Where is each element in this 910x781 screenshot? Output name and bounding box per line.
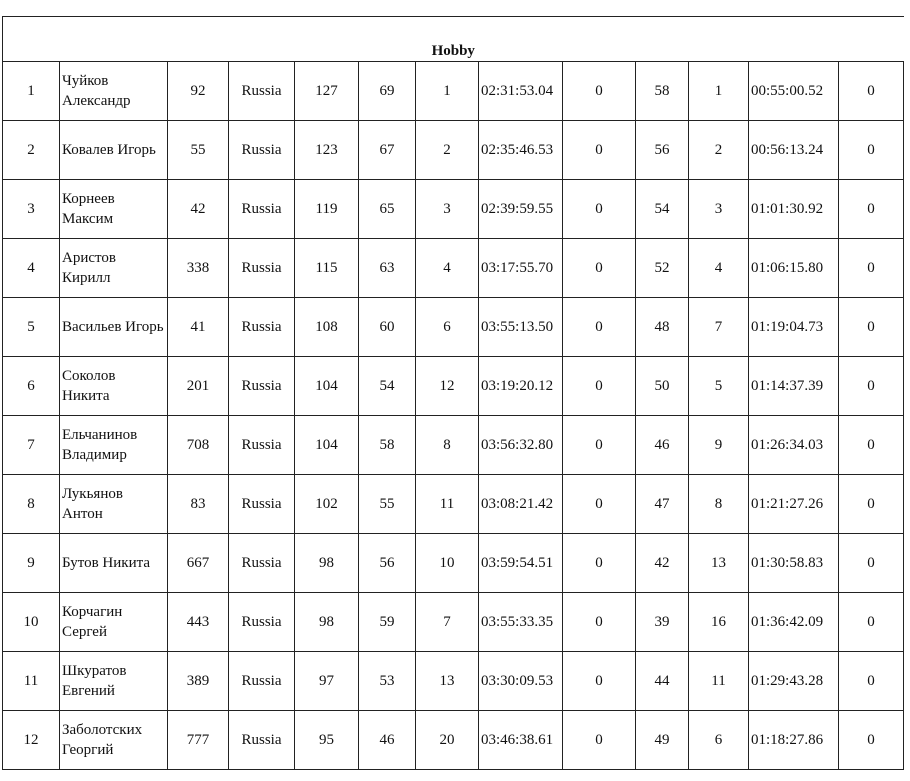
stage1-place-cell: 1 <box>416 62 479 121</box>
bib-cell: 338 <box>168 239 229 298</box>
laps-cell: 53 <box>359 652 416 711</box>
stage2-place-cell: 1 <box>689 62 749 121</box>
country-cell: Russia <box>229 357 295 416</box>
stage2-laps-cell: 47 <box>636 475 689 534</box>
stage2-laps-cell: 39 <box>636 593 689 652</box>
bib-cell: 42 <box>168 180 229 239</box>
table-row <box>3 298 904 357</box>
stage1-place-cell: 13 <box>416 652 479 711</box>
country-cell: Russia <box>229 475 295 534</box>
bib-cell: 55 <box>168 121 229 180</box>
stage2-place-cell: 13 <box>689 534 749 593</box>
stage2-time-cell: 01:18:27.86 <box>749 711 839 770</box>
stage1-time-cell: 03:55:33.35 <box>479 593 563 652</box>
name-cell: Аристов Кирилл <box>60 239 168 298</box>
stage1-place-cell: 6 <box>416 298 479 357</box>
stage1-penalty-cell: 0 <box>563 534 636 593</box>
stage2-place-cell: 16 <box>689 593 749 652</box>
country-cell: Russia <box>229 121 295 180</box>
stage2-time-cell: 01:01:30.92 <box>749 180 839 239</box>
stage2-penalty-cell: 0 <box>839 416 904 475</box>
place-cell: 2 <box>3 121 60 180</box>
stage2-place-cell: 6 <box>689 711 749 770</box>
points-cell: 98 <box>295 534 359 593</box>
stage1-place-cell: 11 <box>416 475 479 534</box>
stage1-time-cell: 03:56:32.80 <box>479 416 563 475</box>
laps-cell: 59 <box>359 593 416 652</box>
stage1-time-cell: 02:31:53.04 <box>479 62 563 121</box>
stage1-time-cell: 03:19:20.12 <box>479 357 563 416</box>
name-cell: Бутов Никита <box>60 534 168 593</box>
stage1-time-cell: 03:30:09.53 <box>479 652 563 711</box>
stage1-penalty-cell: 0 <box>563 62 636 121</box>
bib-cell: 443 <box>168 593 229 652</box>
stage2-time-cell: 01:29:43.28 <box>749 652 839 711</box>
stage2-time-cell: 01:14:37.39 <box>749 357 839 416</box>
laps-cell: 46 <box>359 711 416 770</box>
table-row <box>3 711 904 770</box>
stage1-penalty-cell: 0 <box>563 475 636 534</box>
table-row <box>3 62 904 121</box>
stage1-penalty-cell: 0 <box>563 593 636 652</box>
stage1-place-cell: 3 <box>416 180 479 239</box>
bib-cell: 777 <box>168 711 229 770</box>
place-cell: 12 <box>3 711 60 770</box>
stage2-penalty-cell: 0 <box>839 593 904 652</box>
stage2-place-cell: 3 <box>689 180 749 239</box>
stage1-penalty-cell: 0 <box>563 711 636 770</box>
table-row <box>3 357 904 416</box>
points-cell: 123 <box>295 121 359 180</box>
name-cell: Корчагин Сергей <box>60 593 168 652</box>
stage1-penalty-cell: 0 <box>563 416 636 475</box>
stage1-penalty-cell: 0 <box>563 121 636 180</box>
stage2-time-cell: 01:06:15.80 <box>749 239 839 298</box>
stage1-place-cell: 4 <box>416 239 479 298</box>
stage2-laps-cell: 44 <box>636 652 689 711</box>
stage2-penalty-cell: 0 <box>839 298 904 357</box>
laps-cell: 55 <box>359 475 416 534</box>
bib-cell: 708 <box>168 416 229 475</box>
country-cell: Russia <box>229 711 295 770</box>
stage2-time-cell: 00:55:00.52 <box>749 62 839 121</box>
points-cell: 98 <box>295 593 359 652</box>
points-cell: 108 <box>295 298 359 357</box>
stage2-penalty-cell: 0 <box>839 239 904 298</box>
stage1-time-cell: 02:39:59.55 <box>479 180 563 239</box>
table-row <box>3 239 904 298</box>
stage1-penalty-cell: 0 <box>563 298 636 357</box>
bib-cell: 83 <box>168 475 229 534</box>
place-cell: 9 <box>3 534 60 593</box>
stage2-laps-cell: 58 <box>636 62 689 121</box>
stage1-time-cell: 03:46:38.61 <box>479 711 563 770</box>
points-cell: 115 <box>295 239 359 298</box>
stage1-penalty-cell: 0 <box>563 357 636 416</box>
name-cell: Лукьянов Антон <box>60 475 168 534</box>
table-row <box>3 534 904 593</box>
country-cell: Russia <box>229 652 295 711</box>
results-table <box>2 16 904 770</box>
name-cell: Соколов Никита <box>60 357 168 416</box>
stage2-penalty-cell: 0 <box>839 652 904 711</box>
country-cell: Russia <box>229 534 295 593</box>
stage1-place-cell: 20 <box>416 711 479 770</box>
table-row <box>3 416 904 475</box>
place-cell: 10 <box>3 593 60 652</box>
table-row <box>3 121 904 180</box>
points-cell: 102 <box>295 475 359 534</box>
stage2-laps-cell: 48 <box>636 298 689 357</box>
points-cell: 104 <box>295 416 359 475</box>
country-cell: Russia <box>229 416 295 475</box>
points-cell: 119 <box>295 180 359 239</box>
bib-cell: 201 <box>168 357 229 416</box>
stage2-penalty-cell: 0 <box>839 180 904 239</box>
stage2-laps-cell: 49 <box>636 711 689 770</box>
laps-cell: 56 <box>359 534 416 593</box>
place-cell: 3 <box>3 180 60 239</box>
name-cell: Корнеев Максим <box>60 180 168 239</box>
country-cell: Russia <box>229 298 295 357</box>
table-row <box>3 652 904 711</box>
country-cell: Russia <box>229 180 295 239</box>
bib-cell: 41 <box>168 298 229 357</box>
table-row <box>3 180 904 239</box>
stage2-laps-cell: 54 <box>636 180 689 239</box>
stage2-penalty-cell: 0 <box>839 711 904 770</box>
stage2-laps-cell: 42 <box>636 534 689 593</box>
stage1-penalty-cell: 0 <box>563 652 636 711</box>
laps-cell: 54 <box>359 357 416 416</box>
laps-cell: 65 <box>359 180 416 239</box>
stage1-place-cell: 12 <box>416 357 479 416</box>
stage2-penalty-cell: 0 <box>839 357 904 416</box>
stage2-place-cell: 2 <box>689 121 749 180</box>
stage2-place-cell: 4 <box>689 239 749 298</box>
name-cell: Ельчанинов Владимир <box>60 416 168 475</box>
bib-cell: 389 <box>168 652 229 711</box>
stage2-time-cell: 01:30:58.83 <box>749 534 839 593</box>
laps-cell: 63 <box>359 239 416 298</box>
place-cell: 7 <box>3 416 60 475</box>
place-cell: 1 <box>3 62 60 121</box>
bib-cell: 667 <box>168 534 229 593</box>
name-cell: Чуйков Александр <box>60 62 168 121</box>
stage2-time-cell: 01:19:04.73 <box>749 298 839 357</box>
stage2-time-cell: 01:26:34.03 <box>749 416 839 475</box>
country-cell: Russia <box>229 593 295 652</box>
stage2-laps-cell: 50 <box>636 357 689 416</box>
stage1-penalty-cell: 0 <box>563 180 636 239</box>
stage2-laps-cell: 46 <box>636 416 689 475</box>
table-row <box>3 593 904 652</box>
stage1-place-cell: 7 <box>416 593 479 652</box>
place-cell: 6 <box>3 357 60 416</box>
stage2-laps-cell: 52 <box>636 239 689 298</box>
stage2-place-cell: 9 <box>689 416 749 475</box>
points-cell: 95 <box>295 711 359 770</box>
name-cell: Заболотских Георгий <box>60 711 168 770</box>
place-cell: 4 <box>3 239 60 298</box>
stage2-place-cell: 8 <box>689 475 749 534</box>
laps-cell: 69 <box>359 62 416 121</box>
stage1-time-cell: 03:59:54.51 <box>479 534 563 593</box>
stage2-penalty-cell: 0 <box>839 475 904 534</box>
name-cell: Ковалев Игорь <box>60 121 168 180</box>
place-cell: 11 <box>3 652 60 711</box>
stage2-time-cell: 01:36:42.09 <box>749 593 839 652</box>
bib-cell: 92 <box>168 62 229 121</box>
table-title: Hobby <box>3 17 904 62</box>
stage2-penalty-cell: 0 <box>839 62 904 121</box>
stage2-laps-cell: 56 <box>636 121 689 180</box>
points-cell: 127 <box>295 62 359 121</box>
stage1-place-cell: 10 <box>416 534 479 593</box>
points-cell: 104 <box>295 357 359 416</box>
table-row <box>3 475 904 534</box>
name-cell: Васильев Игорь <box>60 298 168 357</box>
stage2-penalty-cell: 0 <box>839 534 904 593</box>
stage2-penalty-cell: 0 <box>839 121 904 180</box>
stage1-time-cell: 02:35:46.53 <box>479 121 563 180</box>
country-cell: Russia <box>229 62 295 121</box>
place-cell: 8 <box>3 475 60 534</box>
stage1-time-cell: 03:08:21.42 <box>479 475 563 534</box>
points-cell: 97 <box>295 652 359 711</box>
table-title-row <box>3 17 904 62</box>
stage2-place-cell: 5 <box>689 357 749 416</box>
laps-cell: 60 <box>359 298 416 357</box>
stage2-time-cell: 00:56:13.24 <box>749 121 839 180</box>
stage1-place-cell: 2 <box>416 121 479 180</box>
stage1-time-cell: 03:17:55.70 <box>479 239 563 298</box>
stage1-penalty-cell: 0 <box>563 239 636 298</box>
stage1-place-cell: 8 <box>416 416 479 475</box>
country-cell: Russia <box>229 239 295 298</box>
stage2-time-cell: 01:21:27.26 <box>749 475 839 534</box>
laps-cell: 58 <box>359 416 416 475</box>
stage2-place-cell: 7 <box>689 298 749 357</box>
stage2-place-cell: 11 <box>689 652 749 711</box>
name-cell: Шкуратов Евгений <box>60 652 168 711</box>
stage1-time-cell: 03:55:13.50 <box>479 298 563 357</box>
laps-cell: 67 <box>359 121 416 180</box>
place-cell: 5 <box>3 298 60 357</box>
